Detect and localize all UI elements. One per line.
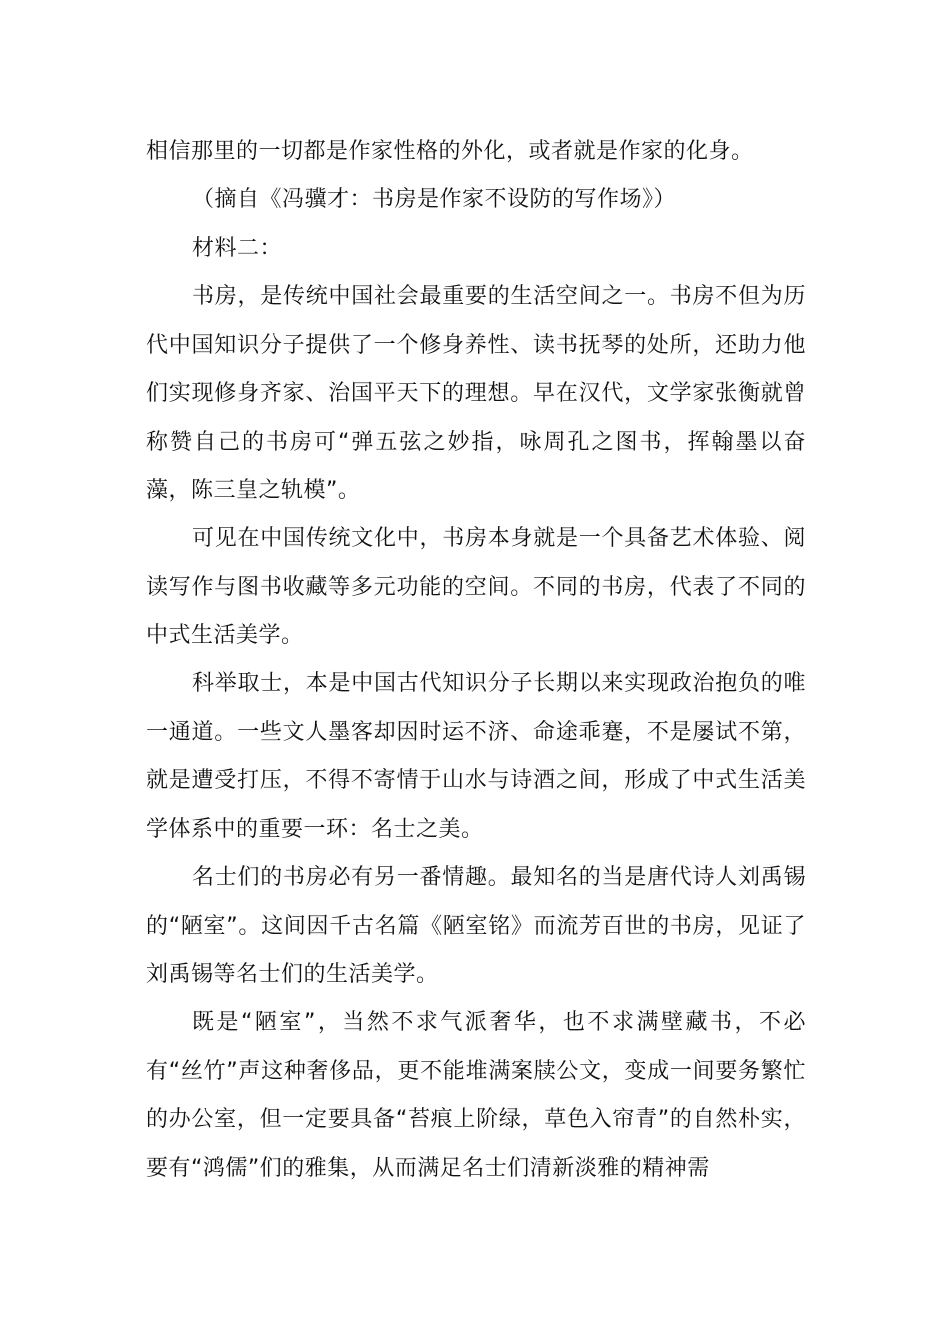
paragraph-7: 名士们的书房必有另一番情趣。最知名的当是唐代诗人刘禹锡的“陋室”。这间因千古名篇《陋室铭》而流芳百世的书房，见证了刘禹锡等名士们的生活美学。: [146, 865, 806, 987]
paragraph-8: 既是“陋室”，当然不求气派奢华，也不求满壁藏书，不必有“丝竹”声这种奢侈品，更不能堆满案牍公文，变成一间要务繁忙的办公室，但一定要具备“苔痕上阶绿，草色入帘青”的自然朴实，要有“鸿儒”们的雅集，从而满足名士们清新淡雅的精神需: [146, 1010, 806, 1181]
paragraph-1: 相信那里的一切都是作家性格的外化，或者就是作家的化身。: [146, 139, 754, 164]
paragraph-6: 科举取士，本是中国古代知识分子长期以来实现政治抱负的唯一通道。一些文人墨客却因时运不济、命途乖蹇，不是屡试不第，就是遭受打压，不得不寄情于山水与诗酒之间，形成了中式生活美学体系中的重要一环：名士之美。: [146, 671, 806, 842]
section-heading-material-two: 材料二：: [192, 236, 283, 261]
paragraph-5: 可见在中国传统文化中，书房本身就是一个具备艺术体验、阅读写作与图书收藏等多元功能的空间。不同的书房，代表了不同的中式生活美学。: [146, 526, 806, 648]
paragraph-4: 书房，是传统中国社会最重要的生活空间之一。书房不但为历代中国知识分子提供了一个修身养性、读书抚琴的处所，还助力他们实现修身齐家、治国平天下的理想。早在汉代，文学家张衡就曾称赞自己的书房可“弹五弦之妙指，咏周孔之图书，挥翰墨以奋藻，陈三皇之轨模”。: [146, 284, 806, 503]
citation-paragraph: （摘自《冯骥才：书房是作家不设防的写作场》）: [192, 187, 677, 212]
